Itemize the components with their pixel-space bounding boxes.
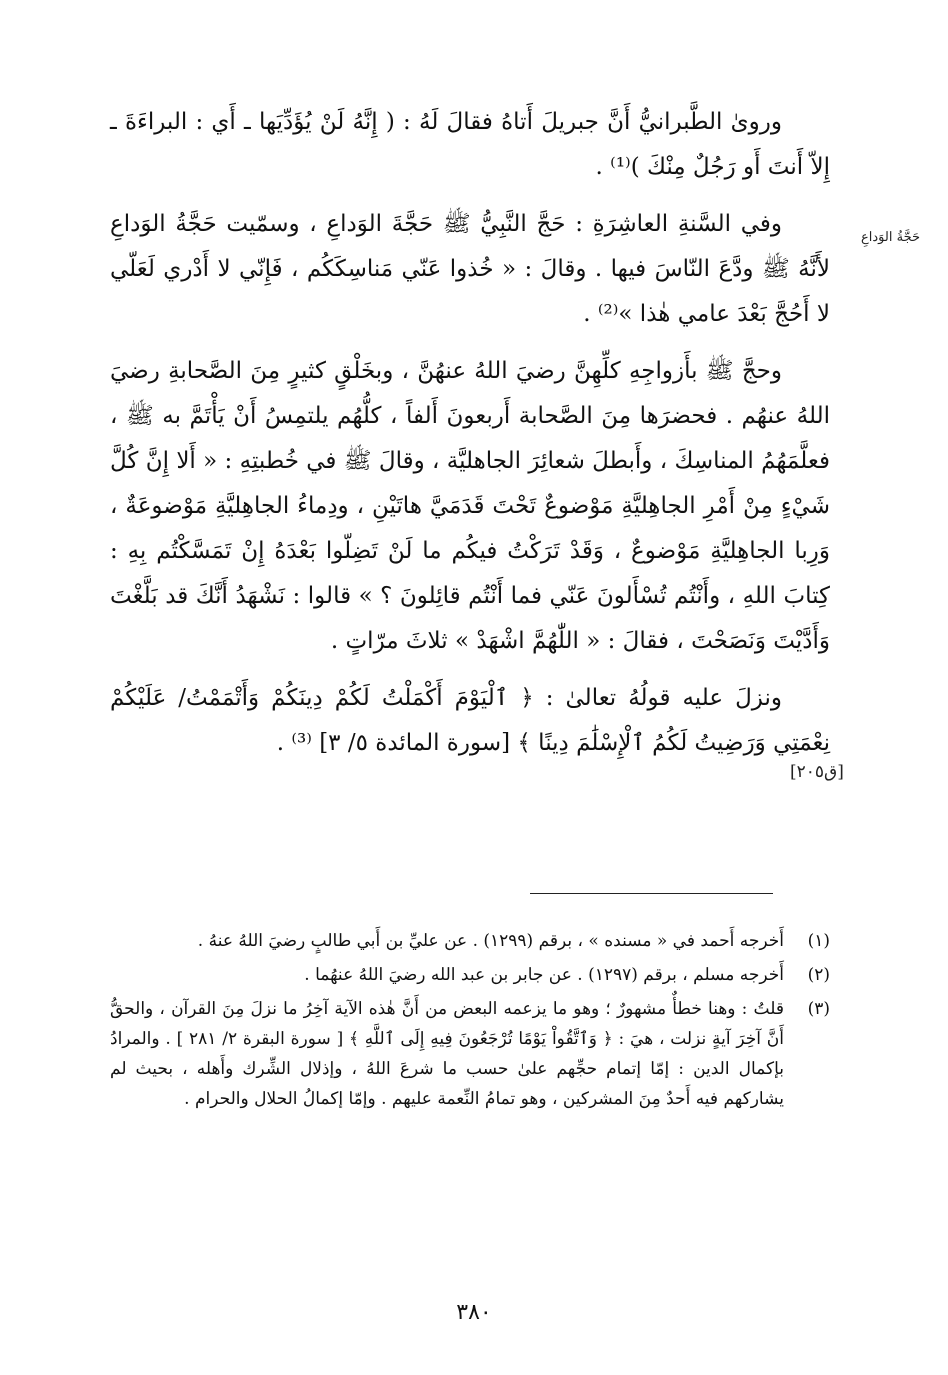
margin-note-hajj: حَجَّةُ الوَداعِ	[861, 230, 920, 245]
footnote-number: (١)	[807, 931, 830, 951]
paragraph-tabarani: ورویٰ الطَّبرانيُّ أَنَّ جبريلَ أَتاهُ فقالَ لَهُ : ( إِنَّهُ لَنْ يُؤَدِّيَها ـ أَي : البراءَةَ ـ إِلاّ أَنتَ أَو رَجُلٌ مِنْكَ )⁽¹⁾ .	[110, 109, 830, 180]
footnote-text: أَخرجه مسلم ، برقم (١٢٩٧) . عن جابر بن عبد الله رضيَ اللهُ عنهُما .	[304, 965, 784, 985]
footnote-divider	[530, 893, 773, 894]
footnote-3	[110, 994, 830, 1114]
footnote-text: قلتُ : وهنا خطأٌ مشهورٌ ؛ وهو ما يزعمه البعض من أَنَّ هٰذه الآية آخِرُ ما نزلَ مِنَ القرآن ، والحقُّ أَنَّ آخِرَ آيةٍ نزلت ، هيَ : ﴿ وَٱتَّقُواْ يَوْمًا تُرْجَعُونَ فِيهِ إِلَى ٱللَّهِ ﴾ [ سورة البقرة ٢/ ٢٨١ ] . والمرادُ بإكمال الدين : إمّا إتمام حجِّهم علىٰ حسب ما شرعَ اللهُ ، وإذلال الشِّرك وأَهله ، بحيث لم يشاركهم فيه أَحدٌ مِنَ المشركين ، وهو تمامُ النِّعمة عليهم . وإمّا إكمالُ الحلال والحرام .	[110, 999, 784, 1109]
footnote-1	[110, 926, 830, 956]
main-text	[110, 100, 830, 766]
footnote-2	[110, 960, 830, 990]
footnote-text: أَخرجه أَحمد في « مسنده » ، برقم (١٢٩٩) . عن عليِّ بن أَبي طالبٍ رضيَ اللهُ عنهُ .	[197, 931, 784, 951]
paragraph-verse: ونزلَ عليه قولُهُ تعالىٰ : ﴿ ٱلْيَوْمَ أَكْمَلْتُ لَكُمْ دِينَكُمْ وَأَتْمَمْتُ/ عَلَيْكُمْ نِعْمَتِي وَرَضِيتُ لَكُمُ ٱلْإِسْلَٰمَ دِينًا ﴾ [سورة المائدة ٥/ ٣] ⁽³⁾ .	[110, 685, 830, 756]
footnote-number: (٢)	[807, 965, 830, 985]
paragraph-farewell-hajj: وفي السَّنةِ العاشِرَةِ : حَجَّ النَّبِيُّ ﷺ حَجَّةَ الوَداعِ ، وسمّيت حَجَّةُ الوَداعِ لأَنَّهُ ﷺ ودَّعَ النّاسَ فيها . وقالَ : « خُذوا عَنّي مَناسِكَكُم ، فَإِنّي لا أَدْري لَعَلّي لا أَحُجَّ بَعْدَ عامي هٰذا »⁽²⁾ .	[110, 211, 830, 327]
footnote-number: (٣)	[807, 999, 830, 1019]
paragraph-sermon: وحجَّ ﷺ بأَزواجِهِ كلِّهِنَّ رضيَ اللهُ عنهُنَّ ، وبخَلْقٍ كثيرٍ مِنَ الصَّحابةِ رضيَ اللهُ عنهُم . فحضرَها مِنَ الصَّحابة أَربعونَ أَلفاً ، كلُّهُم يلتمِسُ أَنْ يَأْتَمَّ به ﷺ ، فعلَّمَهُمُ المناسِكَ ، وأَبطلَ شعائِرَ الجاهليَّة ، وقالَ ﷺ في خُطبتِهِ : « أَلا إِنَّ كُلَّ شَيْءٍ مِنْ أَمْرِ الجاهِليَّةِ مَوْضوعٌ تَحْتَ قَدَمَيَّ هاتَيْنِ ، ودِماءُ الجاهِليَّةِ مَوْضوعَةٌ ، وَرِبا الجاهِليَّةِ مَوْضوعٌ ، وَقَدْ تَرَكْتُ فيكُم ما لَنْ تَضِلّوا بَعْدَهُ إِنْ تَمَسَّكْتُم بِهِ : كِتابَ اللهِ ، وأَنْتُم تُسْأَلونَ عَنّي فما أَنْتُم قائِلونَ ؟ » قالوا : نَشْهَدُ أَنَّكَ قد بَلَّغْتَ وَأَدَّيْتَ وَنَصَحْتَ ، فقالَ : « اللّٰهُمَّ اشْهَدْ » ثلاثَ مرّاتٍ .	[110, 358, 830, 654]
margin-note-page-ref: [ق٢٠٥]	[790, 762, 844, 782]
page-number: ٣٨٠	[456, 1300, 492, 1325]
footnotes	[110, 926, 830, 1118]
